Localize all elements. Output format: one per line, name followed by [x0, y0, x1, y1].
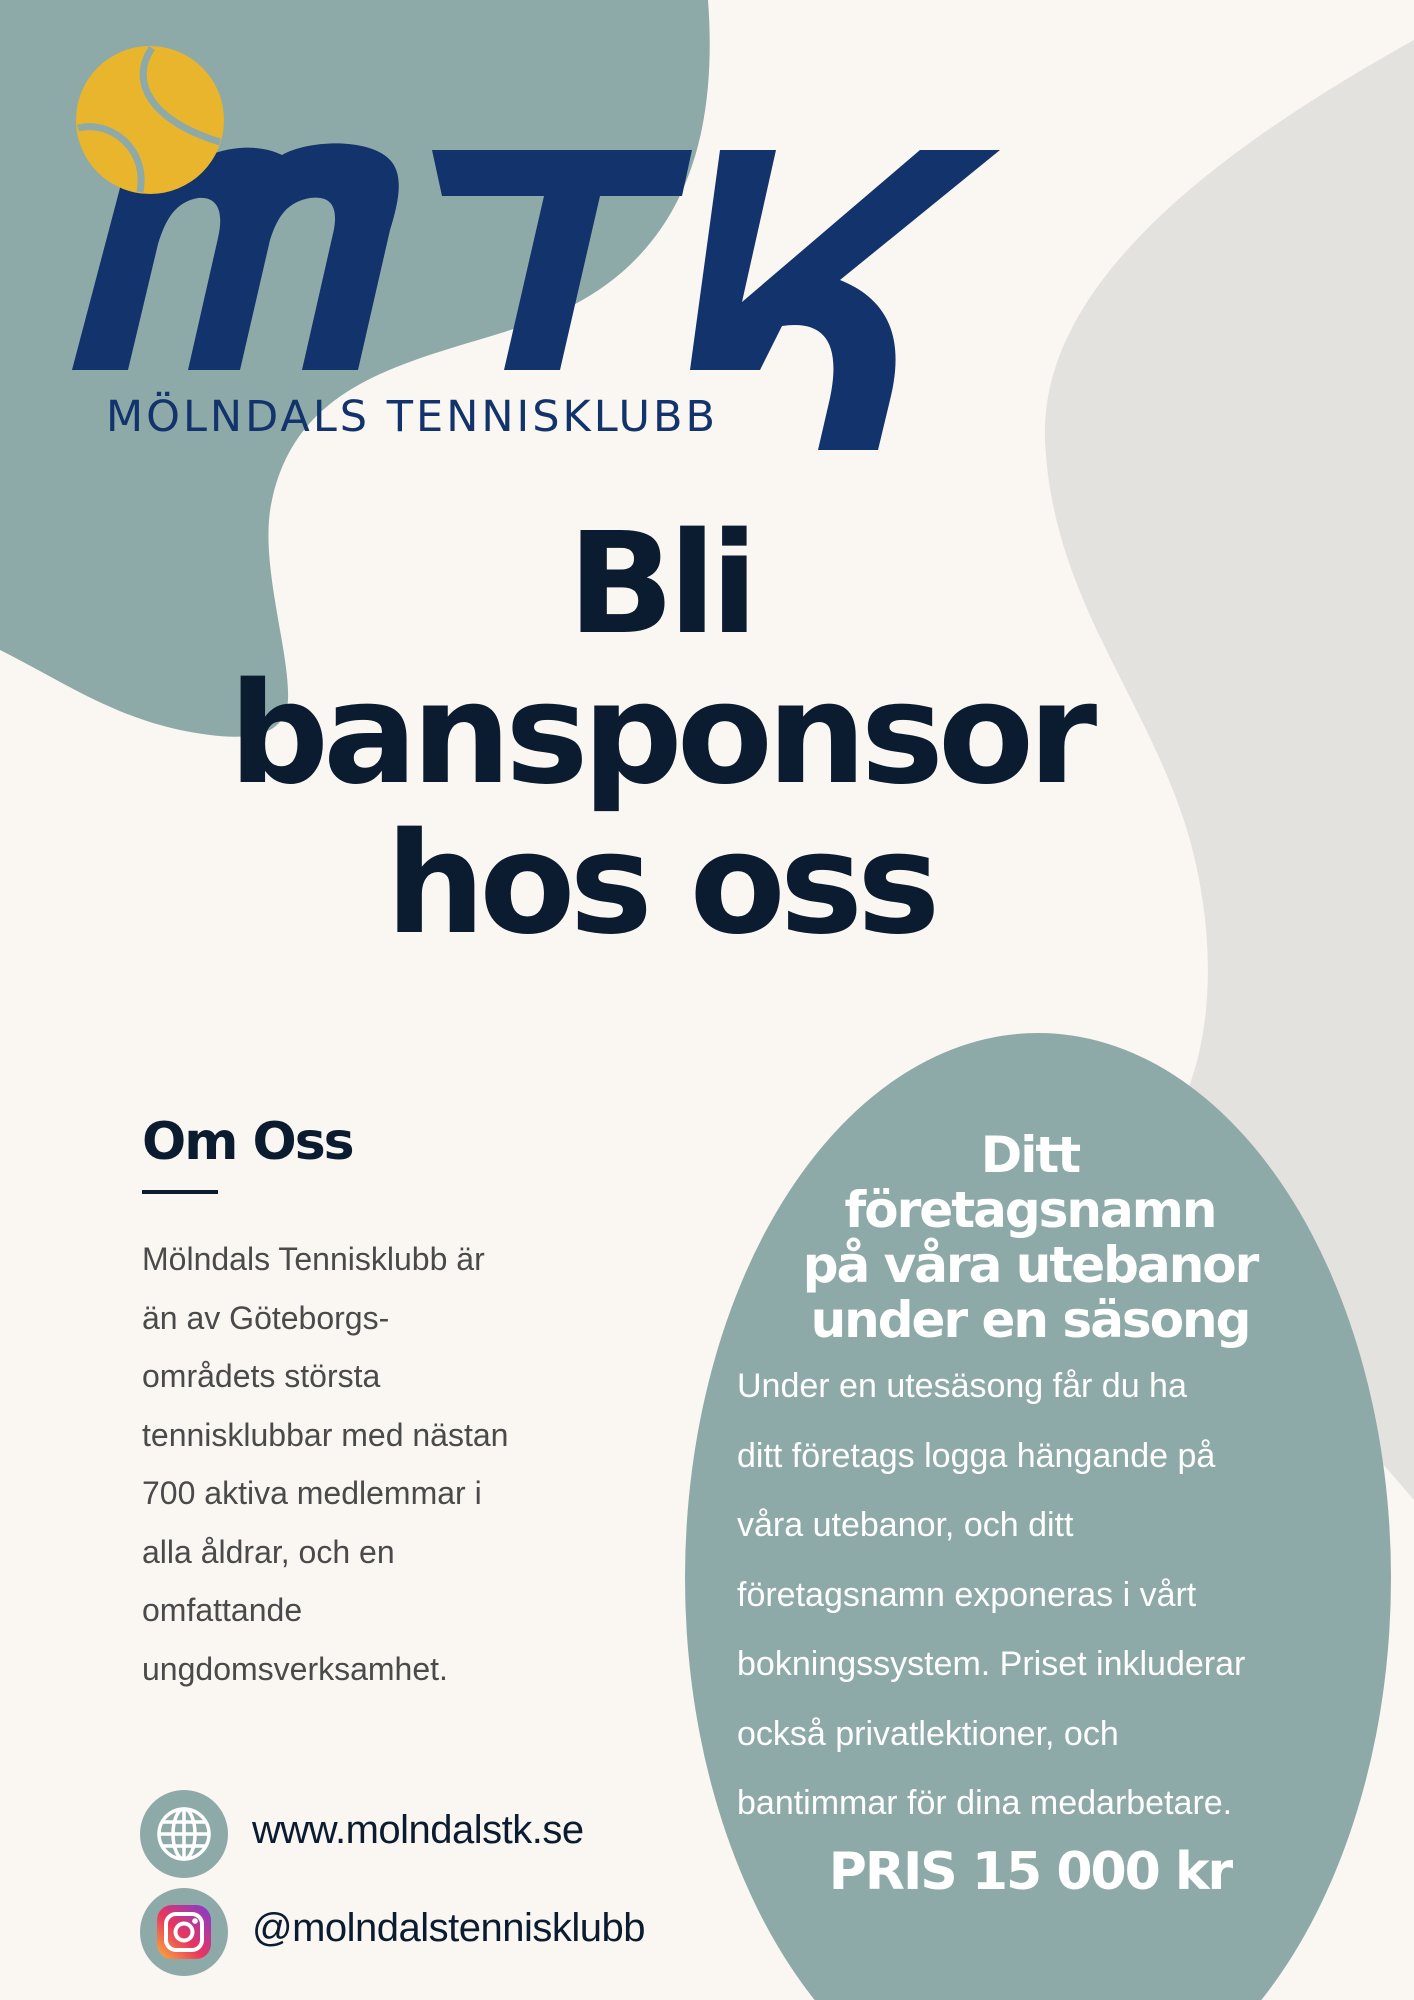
club-logo — [70, 40, 1010, 460]
tennis-ball-icon — [70, 40, 230, 200]
about-line: ungdomsverksamhet. — [142, 1650, 448, 1687]
headline-line: Bli — [567, 503, 753, 666]
about-heading: Om Oss — [142, 1112, 353, 1172]
about-line: omfattande — [142, 1592, 303, 1628]
offer-line: ditt företags logga hängande på — [737, 1436, 1216, 1475]
offer-line: Under en utesäsong får du ha — [737, 1367, 1187, 1405]
headline-line: hos oss — [385, 803, 935, 966]
offer-title-line: Ditt — [980, 1126, 1080, 1184]
offer-line: bokningssystem. Priset inkluderar — [737, 1645, 1246, 1683]
offer-title — [720, 1128, 1340, 1348]
offer-line: våra utebanor, och ditt — [737, 1506, 1074, 1544]
about-line: 700 aktiva medlemmar i — [142, 1475, 482, 1511]
headline-line: bansponsor — [228, 653, 1092, 816]
website-link[interactable]: www.molndalstk.se — [252, 1808, 584, 1852]
offer-line: också privatlektioner, och — [737, 1714, 1119, 1753]
headline — [150, 503, 1170, 966]
about-line: tennisklubbar med nästan — [142, 1416, 509, 1453]
heading-underline — [142, 1190, 218, 1194]
offer-title-line: företagsnamn — [844, 1181, 1216, 1239]
offer-title-line: på våra utebanor — [802, 1236, 1258, 1294]
globe-icon[interactable] — [140, 1790, 228, 1878]
about-line: alla åldrar, och en — [142, 1533, 395, 1570]
offer-title-line: under en säsong — [810, 1291, 1250, 1349]
offer-line: företagsnamn exponeras i vårt — [737, 1575, 1197, 1614]
instagram-handle[interactable]: @molndalstennisklubb — [252, 1906, 646, 1950]
offer-text — [737, 1352, 1357, 1839]
club-name: MÖLNDALS TENNISKLUBB — [106, 392, 718, 442]
price: PRIS 15 000 kr — [828, 1842, 1232, 1902]
offer-line: bantimmar för dina medarbetare. — [737, 1784, 1233, 1822]
about-line: områdets största — [142, 1358, 381, 1394]
about-line: än av Göteborgs- — [142, 1299, 390, 1336]
about-line: Mölndals Tennisklubb är — [142, 1241, 485, 1277]
instagram-icon[interactable] — [140, 1888, 228, 1976]
about-text — [142, 1230, 602, 1698]
